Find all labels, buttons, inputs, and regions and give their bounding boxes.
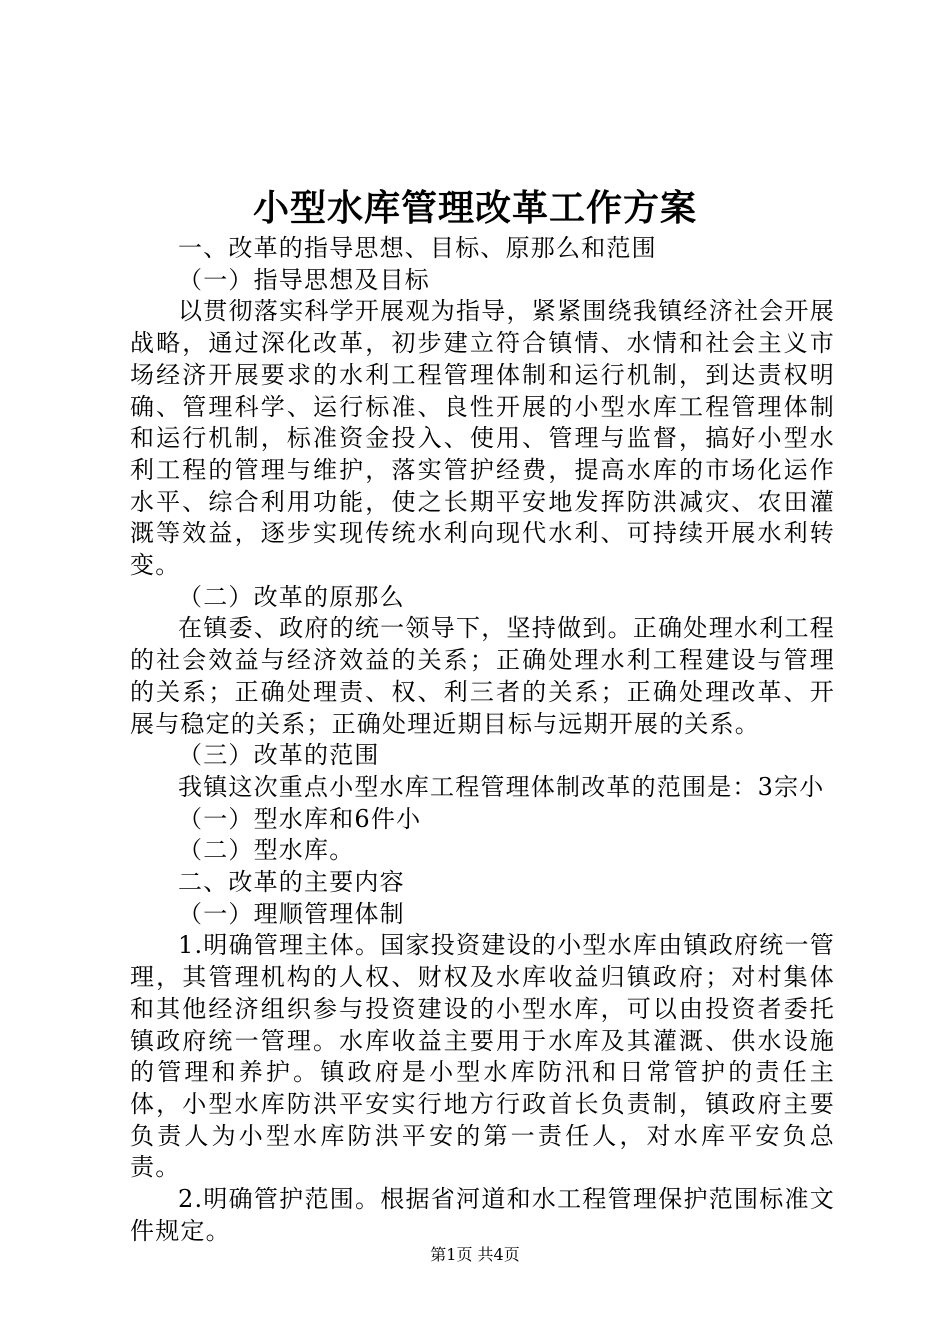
body-paragraph: 在镇委、政府的统一领导下，坚持做到。正确处理水利工程的社会效益与经济效益的关系；正确处理水利工程建设与管理的关系；正确处理责、权、利三者的关系；正确处理改革、开展与稳定的关系；正确处理近期目标与远期开展的关系。: [130, 614, 835, 738]
section-heading: 二、改革的主要内容: [178, 868, 405, 897]
body-paragraph: 以贯彻落实科学开展观为指导，紧紧围绕我镇经济社会开展战略，通过深化改革，初步建立符合镇情、水情和社会主义市场经济开展要求的水利工程管理体制和运行机制，到达责权明确、管理科学、运行标准、良性开展的小型水库工程管理体制和运行机制，标准资金投入、使用、管理与监督，搞好小型水利工程的管理与维护，落实管护经费，提高水库的市场化运作水平、综合利用功能，使之长期平安地发挥防洪减灾、农田灌溉等效益，逐步实现传统水利向现代水利、可持续开展水利转变。: [130, 297, 835, 580]
document-title: 小型水库管理改革工作方案: [252, 187, 697, 229]
subsection-heading: （一）指导思想及目标: [178, 265, 430, 294]
page-number: 第1页 共4页: [430, 1245, 520, 1264]
section-heading: 一、改革的指导思想、目标、原那么和范围: [178, 234, 657, 262]
body-paragraph: 2.明确管护范围。根据省河道和水工程管理保护范围标准文件规定。: [130, 1185, 835, 1245]
subsection-heading: （三）改革的范围: [178, 741, 380, 770]
body-paragraph: 我镇这次重点小型水库工程管理体制改革的范围是：3宗小: [178, 772, 825, 801]
body-paragraph: 1.明确管理主体。国家投资建设的小型水库由镇政府统一管理，其管理机构的人权、财权及水库收益归镇政府；对村集体和其他经济组织参与投资建设的小型水库，可以由投资者委托镇政府统一管理。水库收益主要用于水库及其灌溉、供水设施的管理和养护。镇政府是小型水库防汛和日常管护的责任主体，小型水库防洪平安实行地方行政首长负责制，镇政府主要负责人为小型水库防洪平安的第一责任人，对水库平安负总责。: [130, 931, 835, 1182]
subsection-heading: （二）改革的原那么: [178, 582, 405, 611]
body-paragraph: （二）型水库。: [178, 836, 355, 865]
document-body: [130, 233, 835, 1248]
body-paragraph: （一）型水库和6件小: [178, 804, 422, 833]
subsection-heading: （一）理顺管理体制: [178, 899, 405, 928]
